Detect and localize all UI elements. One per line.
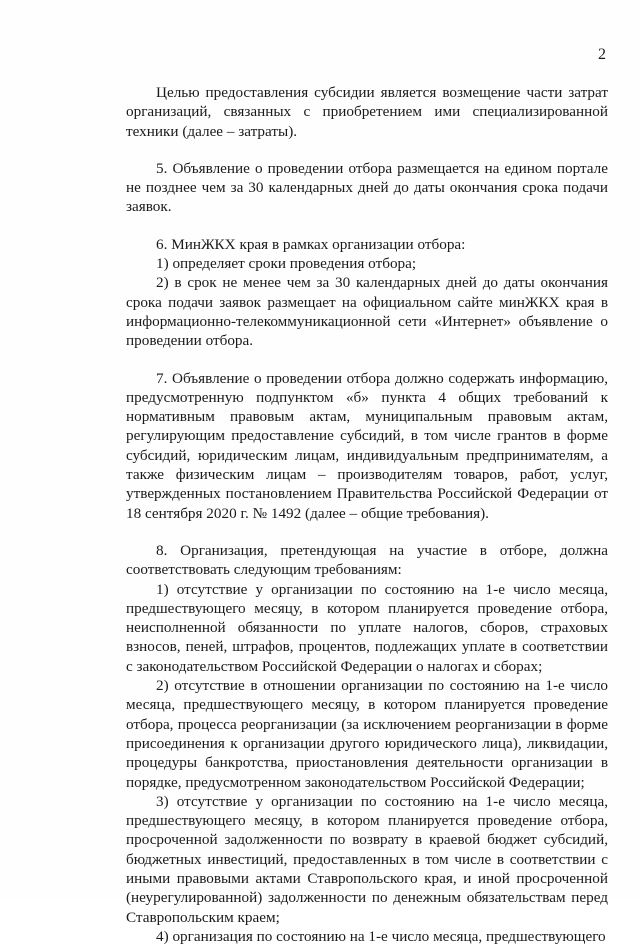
paragraph-7: 7. Объявление о проведении отбора должно содержать информацию, предусмотренную подпунктом «б» пункта 4 общих требований к нормативным правовым актам, муниципальным правовым актам, регулирующим предоставление субсидий, в том числе грантов в форме субсидий, юридическим лицам, индивидуальным предпринимателям, а также физическим лицам – производителям товаров, работ, услуг, утвержденных постановлением Правительства Российской Федерации от 18 сентября 2020 г. № 1492 (далее – общие требования). [126, 369, 608, 522]
document-body [126, 83, 608, 946]
paragraph-8-item-2: 2) отсутствие в отношении организации по состоянию на 1-е число месяца, предшествующего месяцу, в котором планируется проведение отбора, процесса реорганизации (за исключением реорганизации в форме присоединения к организации другого юридического лица), ликвидации, процедуры банкротства, приостановления деятельности организации в порядке, предусмотренном законодательством Российской Федерации; [126, 677, 608, 791]
paragraph-5: 5. Объявление о проведении отбора размещается на едином портале не позднее чем за 30 календарных дней до даты окончания срока подачи заявок. [126, 159, 608, 216]
page-number: 2 [598, 46, 606, 63]
paragraph-6-item-2: 2) в срок не менее чем за 30 календарных дней до даты окончания срока подачи заявок размещает на официальном сайте минЖКХ края в информационно-телекоммуникационной сети «Интернет» объявление о проведении отбора. [126, 274, 608, 350]
paragraph-8: 8. Организация, претендующая на участие в отборе, должна соответствовать следующим требованиям: [126, 541, 608, 579]
paragraph-6: 6. МинЖКХ края в рамках организации отбора: [156, 235, 466, 253]
paragraph-intro: Целью предоставления субсидии является возмещение части затрат организаций, связанных с приобретением ими специализированной техники (далее – затраты). [126, 84, 608, 140]
paragraph-8-item-4: 4) организация по состоянию на 1-е число месяца, предшествующего [156, 927, 606, 945]
paragraph-6-item-1: 1) определяет сроки проведения отбора; [156, 255, 417, 273]
paragraph-8-item-3: 3) отсутствие у организации по состоянию на 1-е число месяца, предшествующего месяцу, в котором планируется проведение отбора, просроченной задолженности по возврату в краевой бюджет субсидий, бюджетных инвестиций, предоставленных в том числе в соответствии с иными правовыми актами Ставропольского края, и иной просроченной (неурегулированной) задолженности по денежным обязательствам перед Ставропольским краем; [126, 792, 608, 926]
paragraph-8-item-1: 1) отсутствие у организации по состоянию на 1-е число месяца, предшествующего месяцу, в котором планируется проведение отбора, неисполненной обязанности по уплате налогов, сборов, страховых взносов, пеней, штрафов, процентов, подлежащих уплате в соответствии с законодательством Российской Федерации о налогах и сборах; [126, 580, 608, 675]
